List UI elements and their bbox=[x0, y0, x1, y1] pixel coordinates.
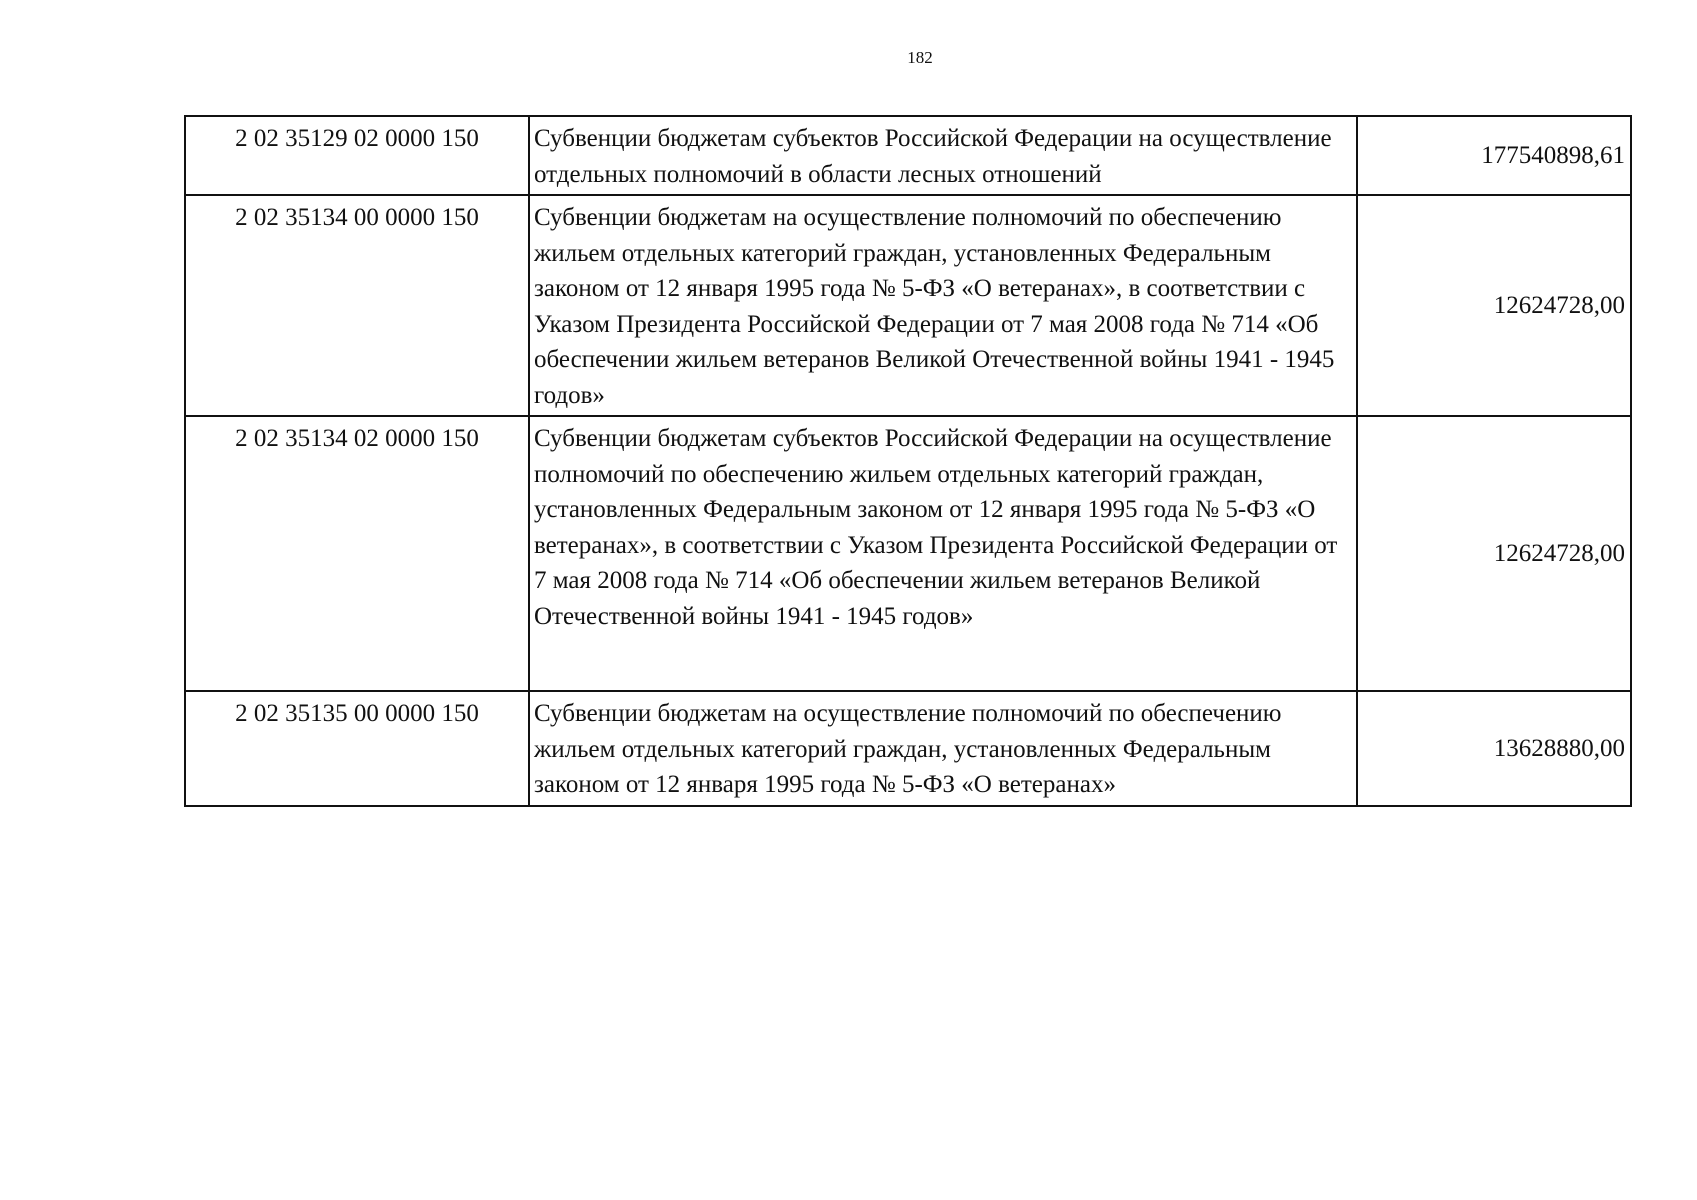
budget-code-cell: 2 02 35129 02 0000 150 bbox=[185, 116, 529, 195]
description-cell: Субвенции бюджетам субъектов Российской Федерации на осуществление полномочий по обеспечению жильем отдельных категорий граждан, установленных Федеральным законом от 12 января 1995 года № 5-ФЗ «О ветеранах», в соответствии с Указом Президента Российской Федерации от 7 мая 2008 года № 714 «Об обеспечении жильем ветеранов Великой Отечественной войны 1941 - 1945 годов» bbox=[529, 416, 1357, 691]
table-row bbox=[185, 691, 1631, 806]
budget-revenue-table bbox=[184, 115, 1632, 807]
amount-cell: 177540898,61 bbox=[1357, 116, 1631, 195]
table-row bbox=[185, 416, 1631, 691]
description-cell: Субвенции бюджетам на осуществление полномочий по обеспечению жильем отдельных категорий граждан, установленных Федеральным законом от 12 января 1995 года № 5-ФЗ «О ветеранах», в соответствии с Указом Президента Российской Федерации от 7 мая 2008 года № 714 «Об обеспечении жильем ветеранов Великой Отечественной войны 1941 - 1945 годов» bbox=[529, 195, 1357, 416]
description-cell: Субвенции бюджетам на осуществление полномочий по обеспечению жильем отдельных категорий граждан, установленных Федеральным законом от 12 января 1995 года № 5-ФЗ «О ветеранах» bbox=[529, 691, 1357, 806]
table-row bbox=[185, 195, 1631, 416]
amount-cell: 12624728,00 bbox=[1357, 195, 1631, 416]
budget-code-cell: 2 02 35135 00 0000 150 bbox=[185, 691, 529, 806]
table-row bbox=[185, 116, 1631, 195]
budget-code-cell: 2 02 35134 02 0000 150 bbox=[185, 416, 529, 691]
page-number: 182 bbox=[907, 48, 933, 67]
amount-cell: 13628880,00 bbox=[1357, 691, 1631, 806]
description-cell: Субвенции бюджетам субъектов Российской Федерации на осуществление отдельных полномочий в области лесных отношений bbox=[529, 116, 1357, 195]
budget-code-cell: 2 02 35134 00 0000 150 bbox=[185, 195, 529, 416]
amount-cell: 12624728,00 bbox=[1357, 416, 1631, 691]
